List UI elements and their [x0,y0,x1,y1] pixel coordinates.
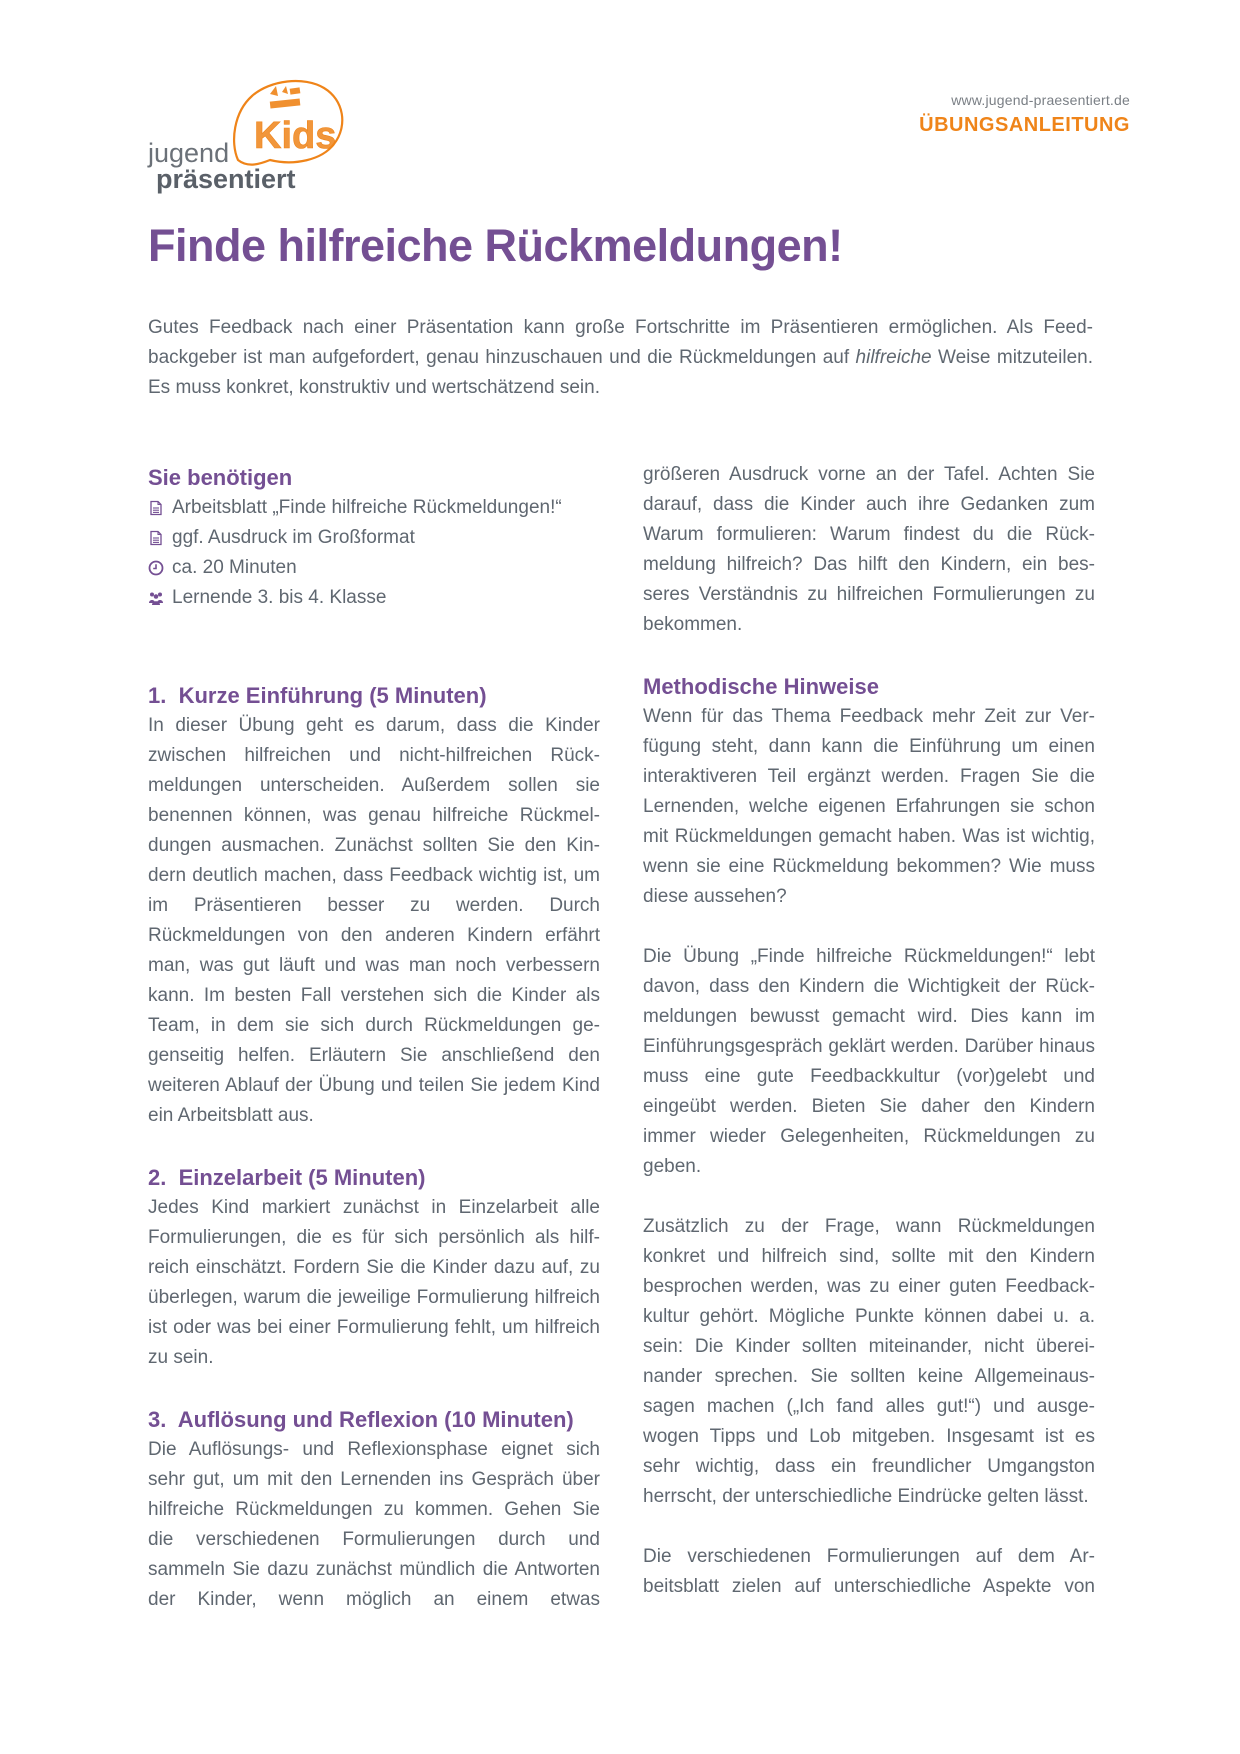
reflection-continuation: größeren Ausdruck vorne an der Tafel. Achten Sie darauf, dass die Kinder auch ihre Gedanken zum Warum formulieren: Warum findest du die Rückmeldung hilfreich? Das hilft den Kindern, ein besseres Verständnis zu hilfreichen Formulierungen zu bekommen. [643,464,1095,635]
needs-item-text: ggf. Ausdruck im Großformat [172,527,415,548]
document-icon [148,530,164,546]
page-title: Finde hilfreiche Rückmeldungen! [148,220,843,271]
kids-badge-text: Kids [254,115,337,157]
method-notes-paragraph: Die verschiedenen Formulierungen auf dem Arbeitsblatt zielen auf unterschiedliche Aspekte von [643,1546,1095,1597]
needs-list [148,493,600,613]
needs-item [148,553,600,583]
needs-item [148,523,600,553]
group-icon [148,590,164,606]
section-heading-individual-work: 2. Einzelarbeit (5 Minuten) [148,1165,426,1190]
needs-item-text: Lernende 3. bis 4. Klasse [172,587,387,608]
document-type-label: ÜBUNGSANLEITUNG [919,114,1130,136]
section-text-individual-work: Jedes Kind markiert zunächst in Einzelarbeit alle Formulierungen, die es für sich persönlich als hilfreich einschätzt. Fordern Sie die Kinder dazu auf, zu überlegen, warum die jeweilige Formulierung hilfreich ist oder was bei einer Formulierung fehlt, um hilfreich zu sein. [148,1197,600,1368]
method-notes-heading: Methodische Hinweise [643,674,879,699]
document-icon [148,500,164,516]
left-column [148,463,600,1615]
intro-emphasis: hilfreiche [855,347,932,368]
needs-item-text: ca. 20 Minuten [172,557,297,578]
logo-word-jugend: jugend [148,138,230,168]
section-text-reflection: Die Auflösungs- und Reflexionsphase eignet sich sehr gut, um mit den Lernenden ins Gespräch über hilfreiche Rückmeldungen zu kommen. Gehen Sie die verschiedenen Formulierungen durch und sammeln Sie dazu zunächst mündlich die Antworten der Kinder, wenn möglich an einem etwas [148,1439,600,1610]
needs-item-text: Arbeitsblatt „Finde hilfreiche Rückmeldungen!“ [172,497,562,518]
header-meta [919,92,1130,137]
kids-speech-bubble-icon [226,72,348,172]
clock-icon [148,560,164,576]
intro-text-part-1: Gutes Feedback nach einer Präsentation kann große Fortschritte im Präsentieren ermöglichen. Als Feedbackgeber ist man aufgefordert, genau hinzuschauen und die Rückmeldungen auf [148,317,1093,368]
right-column [643,460,1095,1602]
logo-jugend-praesentiert-kids [148,72,348,197]
section-heading-intro: 1. Kurze Einführung (5 Minuten) [148,683,487,708]
method-notes-paragraph: Die Übung „Finde hilfreiche Rückmeldungen!“ lebt davon, dass den Kindern die Wichtigkeit der Rückmeldungen bewusst gemacht wird. Dies kann im Einführungsgespräch geklärt werden. Darüber hinaus muss eine gute Feedbackkultur (vor)gelebt und eingeübt werden. Bieten Sie daher den Kindern immer wieder Gelegenheiten, Rückmeldungen zu geben. [643,946,1095,1177]
needs-item [148,493,600,523]
method-notes-paragraph: Zusätzlich zu der Frage, wann Rückmeldungen konkret und hilfreich sind, sollte mit den Kindern besprochen werden, was zu einer guten Feedbackkultur gehört. Mögliche Punkte können dabei u. a. sein: Die Kinder sollten miteinander, nicht übereinander sprechen. Sie sollten keine Allgemeinaussagen machen („Ich fand alles gut!“) und ausgewogen Tipps und Lob mitgeben. Insgesamt ist es sehr wichtig, dass ein freundlicher Umgangston herrscht, der unterschiedliche Eindrücke gelten lässt. [643,1216,1095,1507]
intro-paragraph [148,313,1093,403]
section-heading-reflection: 3. Auflösung und Reflexion (10 Minuten) [148,1407,574,1432]
needs-item [148,583,600,613]
needs-heading: Sie benötigen [148,465,293,490]
intro-text-part-2: Weise mitzuteilen. Es muss konkret, konstruktiv und wertschätzend sein. [148,347,1093,398]
logo-word-praesentiert: präsentiert [156,164,296,194]
method-notes-paragraph: Wenn für das Thema Feedback mehr Zeit zur Verfügung steht, dann kann die Einführung um einen interaktiveren Teil ergänzt werden. Fragen Sie die Lernenden, welche eigenen Erfahrungen sie schon mit Rückmeldungen gemacht haben. Was ist wichtig, wenn sie eine Rückmeldung bekommen? Wie muss diese aussehen? [643,706,1095,907]
website-url[interactable]: www.jugend-praesentiert.de [951,92,1130,108]
section-text-intro: In dieser Übung geht es darum, dass die Kinder zwischen hilfreichen und nicht-hilfreichen Rückmeldungen unterscheiden. Außerdem sollen sie benennen können, was genau hilfreiche Rückmeldungen ausmachen. Zunächst sollten Sie den Kindern deutlich machen, dass Feedback wichtig ist, um im Präsentieren besser zu werden. Durch Rückmeldungen von den anderen Kindern erfährt man, was gut läuft und was man noch verbessern kann. Im besten Fall verstehen sich die Kinder als Team, in dem sie sich durch Rückmeldungen gegenseitig helfen. Erläutern Sie anschließend den weiteren Ablauf der Übung und teilen Sie jedem Kind ein Arbeitsblatt aus. [148,715,600,1126]
